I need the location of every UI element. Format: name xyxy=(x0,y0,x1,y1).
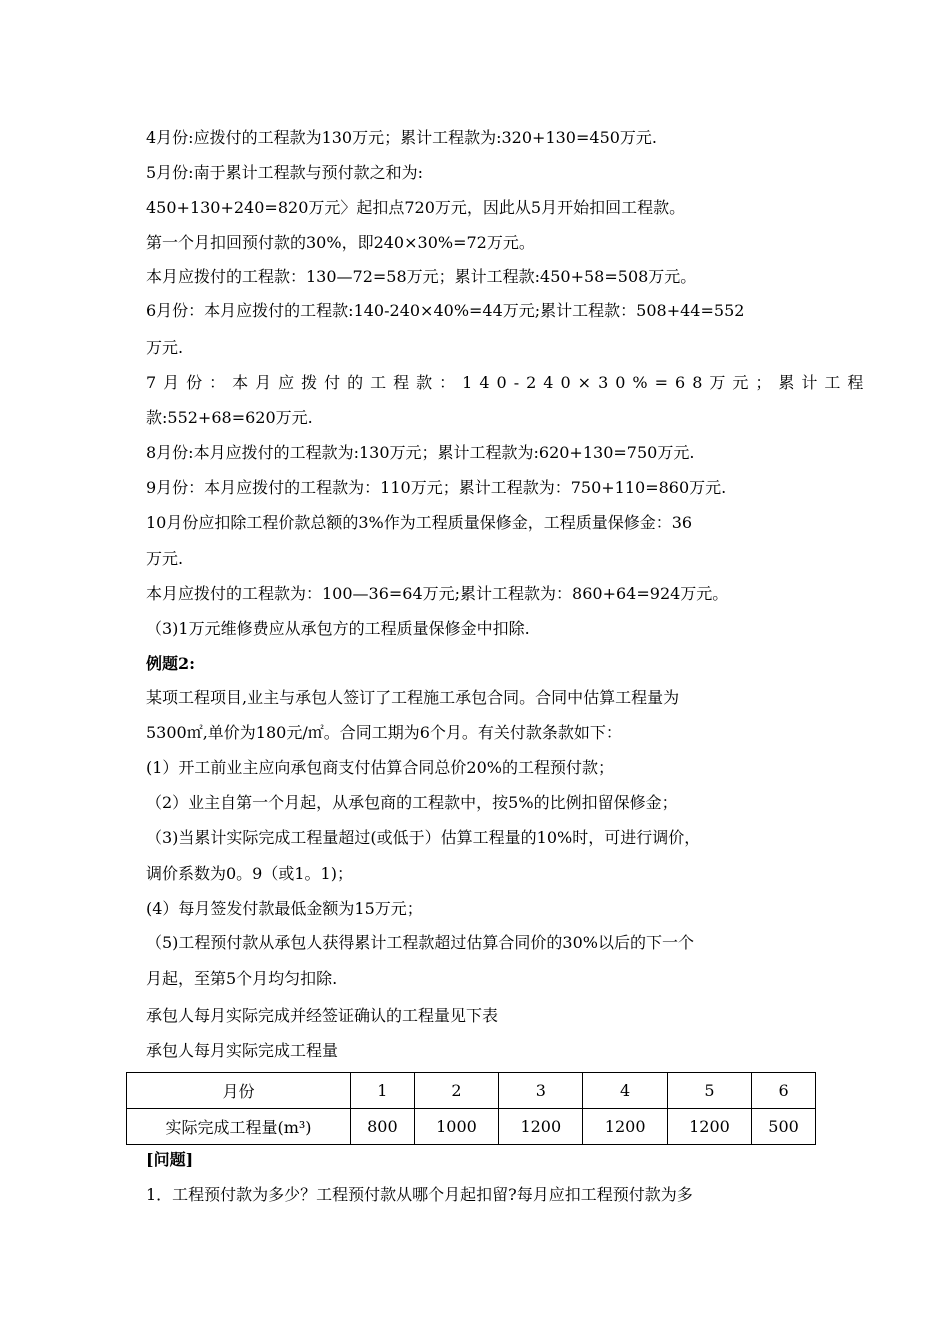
paragraph-line: 调价系数为0。9（或1。1)； xyxy=(146,864,353,883)
paragraph-line: 5300㎡,单价为180元/㎡。合同工期为6个月。有关付款条款如下： xyxy=(146,723,622,742)
paragraph-line: （3)当累计实际完成工程量超过(或低于）估算工程量的10%时，可进行调价， xyxy=(146,828,701,847)
paragraph-line: 9月份：本月应拨付的工程款为：110万元；累计工程款为：750+110=860万元. xyxy=(146,478,727,497)
section-heading: [问题] xyxy=(146,1150,194,1169)
table-row xyxy=(127,1109,816,1145)
table-value-cell: 1200 xyxy=(499,1109,583,1145)
table-value-cell: 1000 xyxy=(414,1109,498,1145)
paragraph-line: 第一个月扣回预付款的30%，即240×30%=72万元。 xyxy=(146,233,535,252)
paragraph-line: 本月应拨付的工程款为：100—36=64万元;累计工程款为：860+64=924万元。 xyxy=(146,584,729,603)
table-row-label: 实际完成工程量(m³) xyxy=(127,1109,351,1145)
table-month-cell: 6 xyxy=(752,1073,816,1109)
paragraph-line: 月起，至第5个月均匀扣除. xyxy=(146,969,338,988)
section-heading: 例题2: xyxy=(146,654,196,673)
paragraph-line: 款:552+68=620万元. xyxy=(146,408,313,427)
paragraph-line: (4）每月签发付款最低金额为15万元； xyxy=(146,899,423,918)
paragraph-line: （5)工程预付款从承包人获得累计工程款超过估算合同价的30%以后的下一个 xyxy=(146,933,694,952)
table-value-cell: 800 xyxy=(351,1109,415,1145)
table-month-cell: 5 xyxy=(667,1073,751,1109)
table-value-cell: 1200 xyxy=(583,1109,667,1145)
paragraph-line: 450+130+240=820万元〉起扣点720万元，因此从5月开始扣回工程款。 xyxy=(146,198,686,217)
paragraph-line: 4月份:应拨付的工程款为130万元；累计工程款为:320+130=450万元. xyxy=(146,128,658,147)
table-month-cell: 4 xyxy=(583,1073,667,1109)
paragraph-line: （2）业主自第一个月起，从承包商的工程款中，按5%的比例扣留保修金； xyxy=(146,793,678,812)
paragraph-line: 5月份:南于累计工程款与预付款之和为: xyxy=(146,163,423,182)
paragraph-line: 某项工程项目,业主与承包人签订了工程施工承包合同。合同中估算工程量为 xyxy=(146,688,680,707)
table-header-label: 月份 xyxy=(127,1073,351,1109)
paragraph-line: 10月份应扣除工程价款总额的3%作为工程质量保修金，工程质量保修金：36 xyxy=(146,513,693,532)
table-month-cell: 3 xyxy=(499,1073,583,1109)
quantity-table xyxy=(126,1072,816,1145)
table-value-cell: 500 xyxy=(752,1109,816,1145)
paragraph-line: 万元. xyxy=(146,338,184,357)
paragraph-line: 承包人每月实际完成并经签证确认的工程量见下表 xyxy=(146,1006,499,1025)
paragraph-line: 7月份：本月应拨付的工程款：140-240×30%=68万元；累计工程 xyxy=(146,373,871,392)
paragraph-line: 万元. xyxy=(146,549,184,568)
paragraph-line: （3)1万元维修费应从承包方的工程质量保修金中扣除. xyxy=(146,619,530,638)
table-month-cell: 2 xyxy=(414,1073,498,1109)
table-caption: 承包人每月实际完成工程量 xyxy=(146,1041,339,1060)
paragraph-line: 1．工程预付款为多少？工程预付款从哪个月起扣留?每月应扣工程预付款为多 xyxy=(146,1185,693,1204)
table-header-row xyxy=(127,1073,816,1109)
paragraph-line: 本月应拨付的工程款：130—72=58万元；累计工程款:450+58=508万元。 xyxy=(146,267,697,286)
paragraph-line: 6月份：本月应拨付的工程款:140-240×40%=44万元;累计工程款：508+44=552 xyxy=(146,301,745,320)
table-value-cell: 1200 xyxy=(667,1109,751,1145)
paragraph-line: 8月份:本月应拨付的工程款为:130万元；累计工程款为:620+130=750万元. xyxy=(146,443,695,462)
paragraph-line: (1）开工前业主应向承包商支付估算合同总价20%的工程预付款； xyxy=(146,758,614,777)
table-month-cell: 1 xyxy=(351,1073,415,1109)
